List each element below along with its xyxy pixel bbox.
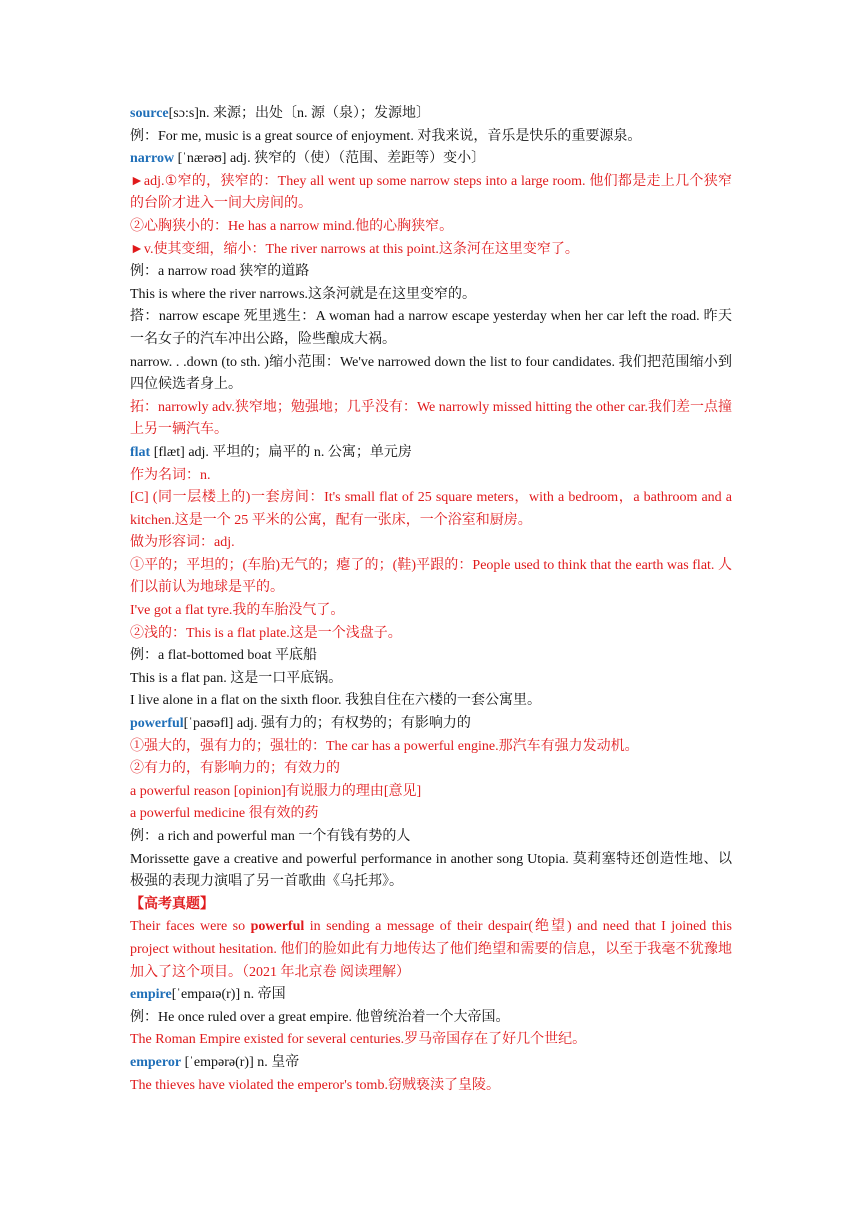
entry-narrow-phrase: narrow. . .down (to sth. )缩小范围：We've narrowed down the list to four candidates. 我们把范围缩小到四位候选者身上。 xyxy=(130,354,732,393)
entry-powerful-phrase-2: a powerful medicine 很有效的药 xyxy=(130,806,319,822)
entry-powerful-sense-2: ②有力的，有影响力的；有效力的 xyxy=(130,761,340,777)
exam-sentence-keyword: powerful xyxy=(250,919,305,935)
headword-powerful: powerful xyxy=(130,716,184,732)
entry-narrow-adj-sense: ►adj.①窄的，狭窄的：They all went up some narrow steps into a large room. 他们都是走上几个狭窄的台阶才进入一间大房间的。 xyxy=(130,173,732,212)
entry-empire-heading xyxy=(130,984,732,1007)
entry-emperor-definition: [ˈempərə(r)] n. 皇帝 xyxy=(181,1054,300,1070)
exam-sentence xyxy=(130,916,732,984)
entry-source-example: 例：For me, music is a great source of enjoyment. 对我来说，音乐是快乐的重要源泉。 xyxy=(130,128,642,144)
entry-empire-definition: [ˈempaɪə(r)] n. 帝国 xyxy=(171,987,286,1003)
entry-flat-adj-sense-1b: I've got a flat tyre.我的车胎没气了。 xyxy=(130,603,345,619)
entry-empire-example-1: 例：He once ruled over a great empire. 他曾统治着一个大帝国。 xyxy=(130,1009,510,1025)
entry-source-definition: [sɔ:s]n. 来源；出处〔n. 源（泉）；发源地〕 xyxy=(168,106,430,121)
entry-narrow-mind-sense: ②心胸狭小的：He has a narrow mind.他的心胸狭窄。 xyxy=(130,218,454,234)
entry-flat-heading xyxy=(130,442,732,465)
exam-sentence-start: Their faces were so xyxy=(130,919,251,935)
entry-emperor-heading xyxy=(130,1052,732,1075)
entry-flat-adj-header: 做为形容词：adj. xyxy=(130,535,235,551)
exam-section-header: 【高考真题】 xyxy=(130,896,214,912)
entry-narrow-example-2: This is where the river narrows.这条河就是在这里变窄的。 xyxy=(130,286,477,302)
entry-powerful-example-1: 例：a rich and powerful man 一个有钱有势的人 xyxy=(130,829,411,844)
entry-powerful-sense-1: ①强大的，强有力的；强壮的：The car has a powerful engine.那汽车有强力发动机。 xyxy=(130,738,639,754)
entry-emperor-example-1: The thieves have violated the emperor's tomb.窃贼亵渎了皇陵。 xyxy=(130,1077,500,1093)
entry-source-heading xyxy=(130,103,732,126)
entry-powerful-phrase-1: a powerful reason [opinion]有说服力的理由[意见] xyxy=(130,783,422,799)
entry-powerful-example-2: Morissette gave a creative and powerful performance in another song Utopia. 莫莉塞特还创造性地、以极强的表现力演唱了另一首歌曲《乌托邦》。 xyxy=(130,851,732,890)
entry-narrow-extension: 拓：narrowly adv.狭窄地；勉强地；几乎没有：We narrowly missed hitting the other car.我们差一点撞上另一辆汽车。 xyxy=(130,399,732,438)
headword-flat: flat xyxy=(130,444,151,460)
entry-flat-example-3: I live alone in a flat on the sixth floor. 我独自住在六楼的一套公寓里。 xyxy=(130,693,542,709)
entry-flat-noun-header: 作为名词：n. xyxy=(130,467,211,483)
entry-narrow-verb-sense: ►v.使其变细，缩小：The river narrows at this point.这条河在这里变窄了。 xyxy=(130,241,579,257)
entry-powerful-heading xyxy=(130,713,732,736)
entry-narrow-example-1: 例：a narrow road 狭窄的道路 xyxy=(130,264,310,280)
entry-flat-example-1: 例：a flat-bottomed boat 平底船 xyxy=(130,648,318,664)
document-page xyxy=(130,103,732,1097)
headword-narrow: narrow xyxy=(130,151,175,167)
entry-narrow-heading xyxy=(130,148,732,171)
headword-source: source xyxy=(130,106,169,121)
entry-powerful-definition: [ˈpaʊəfl] adj. 强有力的；有权势的；有影响力的 xyxy=(183,716,471,732)
headword-empire: empire xyxy=(130,987,172,1003)
entry-narrow-definition: [ˈnærəʊ] adj. 狭窄的（使）（范围、差距等）变小〕 xyxy=(174,151,486,167)
exam-sentence-rest: in sending a message of their despair(绝望) and need that I joined this project without hesitation. 他们的脸如此有力地传达了他们绝望和需要的信息，以至于我毫不犹豫地加入了这个项目。（2021 年北京卷 阅读理解） xyxy=(130,919,733,980)
entry-narrow-collocation: 搭：narrow escape 死里逃生：A woman had a narrow escape yesterday when her car left the road. 昨天一名女子的汽车冲出公路，险些酿成大祸。 xyxy=(130,309,732,347)
entry-flat-definition: [flæt] adj. 平坦的；扁平的 n. 公寓；单元房 xyxy=(150,444,412,460)
entry-flat-adj-sense-2: ②浅的：This is a flat plate.这是一个浅盘子。 xyxy=(130,625,402,641)
entry-empire-example-2: The Roman Empire existed for several centuries.罗马帝国存在了好几个世纪。 xyxy=(130,1032,587,1048)
entry-flat-noun-sense: [C] (同一层楼上的)一套房间：It's small flat of 25 square meters，with a bedroom，a bathroom and a kitchen.这是一个 25 平米的公寓，配有一张床，一个浴室和厨房。 xyxy=(130,490,732,528)
headword-emperor: emperor xyxy=(130,1054,182,1070)
entry-flat-adj-sense-1: ①平的；平坦的；(车胎)无气的；瘪了的；(鞋)平跟的：People used to think that the earth was flat. 人们以前认为地球是平的。 xyxy=(130,557,732,596)
entry-flat-example-2: This is a flat pan. 这是一口平底锅。 xyxy=(130,670,343,686)
